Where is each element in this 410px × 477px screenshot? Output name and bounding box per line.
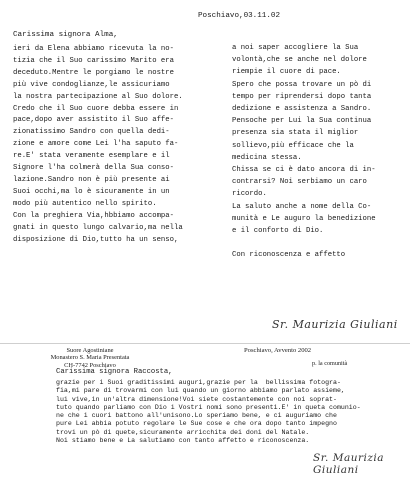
text-line [232, 237, 404, 249]
letter2-body [56, 379, 406, 445]
text-line: riempie il cuore di pace. [232, 68, 341, 77]
text-line: contrarsi? Noi serbiamo un caro [232, 178, 367, 187]
text-line: Noi stiamo bene e La salutiamo con tanto affetto e riconoscenza. [56, 437, 310, 445]
text-line: volontà,che se anche nel dolore [232, 56, 367, 65]
text-line: a noi saper accogliere la Sua [232, 44, 359, 52]
text-line: deceduto.Mentre le porgiamo le nostre [13, 68, 174, 77]
text-line: tizia che il Suo carissimo Marito era [13, 56, 174, 65]
text-line: Spero che possa trovare un pò di [232, 80, 372, 89]
text-line: Con riconoscenza e affetto [232, 251, 346, 260]
text-line: medicina stessa. [232, 153, 302, 162]
text-line: ricordo. [232, 190, 267, 199]
text-line: disposizione di Dio,tutto ha un senso, [13, 235, 179, 244]
text-line: La saluto anche a nome della Co- [232, 202, 372, 211]
text-line: pure Lei abbia potuto regolare le Sue cose e che ora dopo tanto impegno [56, 420, 337, 428]
text-line: dedizione e assistenza a Sandro. [232, 105, 372, 114]
text-line: Signore l'ha colmerà della Sua conso- [13, 164, 174, 173]
text-line: la nostra partecipazione al Suo dolore. [13, 92, 183, 101]
letter1-right-column [232, 42, 404, 262]
text-line: munità e Le auguro la benedizione [232, 214, 376, 223]
text-line: trovi un pò di quete,sicuramente arricchita dei doni del Natale. [56, 428, 310, 436]
text-line: grazie per i Suoi graditissimi auguri,grazie per la bellissima fotogra- [56, 379, 341, 386]
letter1-greeting: Carissima signora Alma, [13, 31, 118, 39]
text-line: Pensoche per Lui la Sua continua [232, 117, 372, 126]
text-line: gnati in questo lungo calvario,ma nella [13, 223, 183, 232]
text-line: lazione.Sandro non è più presente ai [13, 175, 170, 184]
text-line: presenza sia stata il miglior [232, 129, 359, 138]
letterhead-line: Monastero S. Maria Presentata [50, 354, 130, 362]
text-line: tempo per riprendersi dopo tanta [232, 92, 372, 101]
letter2-signature: Sr. Maurizia Giuliani [313, 452, 385, 476]
text-line: fia,mi pare di trovarmi con lui quando un giorno abbiamo parlato assieme, [56, 387, 345, 395]
letter1-signature: Sr. Maurizia Giuliani [272, 318, 398, 331]
text-line: Credo che il Suo cuore debba essere in [13, 104, 179, 113]
text-line: e il conforto di Dio. [232, 227, 324, 236]
page-divider [0, 343, 410, 344]
text-line: Suoi occhi,ma lo è sicuramente in un [13, 187, 170, 196]
text-line: sollievo,più efficace che la [232, 141, 354, 150]
letter2-sender-note: p. la comunità [312, 360, 348, 367]
text-line: zionatissimo Sandro con quella dedi- [13, 128, 170, 137]
text-line: ne che i cuori battono all'unisono.Lo speriamo bene, e ci auguriamo che [56, 412, 337, 420]
text-line: re.E' stata veramente esemplare e il [13, 152, 170, 161]
letter2-date: Poschiavo, Avvento 2002 [244, 347, 312, 354]
text-line: più vive condoglianze,le assicuriamo [13, 80, 170, 89]
letter1-left-column [13, 44, 225, 246]
text-line: Chissa se ci è dato ancora di in- [232, 166, 376, 175]
letterhead-address [30, 347, 150, 369]
text-line: Con la preghiera Via,hbbiamo accompa- [13, 211, 174, 220]
text-line: ieri da Elena abbiamo ricevuta la no- [13, 45, 174, 53]
letter2-greeting: Carissima signora Raccosta, [56, 368, 173, 376]
letter1-date: Poschiavo,03.11.02 [198, 12, 281, 20]
text-line: zione e amore come Lei l'ha saputo fa- [13, 140, 179, 149]
letterhead-line: CH-7742 Poschiavo [64, 361, 116, 369]
text-line: lui vive,in un'altra dimensione!Voi siete costantemente con noi soprat- [56, 395, 337, 403]
text-line: modo più autentico nello spirito. [13, 199, 157, 208]
text-line: pace,dopo aver assistito il Suo affe- [13, 116, 174, 125]
text-line: tuto quando parliamo con Dio i Vostri nomi sono presenti.E' in queta comunio- [56, 403, 361, 411]
letterhead-line: Suore Agostiniane [66, 347, 114, 354]
